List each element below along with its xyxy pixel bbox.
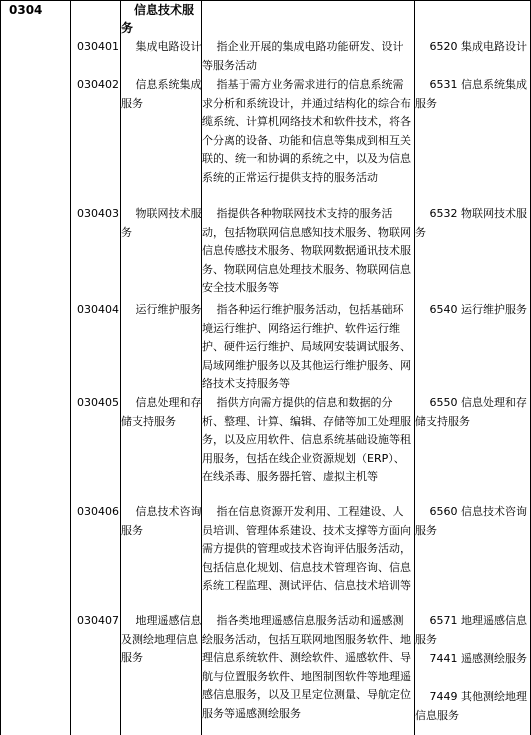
row-name: 信息处理和存储支持服务	[121, 396, 202, 428]
row-name: 信息技术咨询服务	[121, 505, 202, 537]
category-code: 0304	[9, 3, 43, 17]
row-description: 指企业开展的集成电路功能研发、设计等服务活动	[202, 40, 404, 72]
row-name: 信息系统集成服务	[121, 78, 202, 110]
category-title-line2: 务	[121, 21, 134, 35]
row-name: 集成电路设计	[121, 40, 202, 53]
row-description: 指在信息资源开发利用、工程建设、人员培训、管理体系建设、技术支撑等方面向需方提供的管理或技术咨询评估服务活动，包括信息化规划、信息技术管理咨询、信息系统工程监理、测试评估、信息技术培训等	[202, 505, 411, 593]
row-reference: 6520 集成电路设计	[415, 40, 527, 53]
row-description: 指基于需方业务需求进行的信息系统需求分析和系统设计，并通过结构化的综合布缆系统、计算机网络技术和软件技术，将各个分离的设备、功能和信息等集成到相互关联的、统一和协调的系统之中，以及为信息系统的正常运行提供支持的服务活动	[202, 78, 411, 184]
row-code: 030405	[77, 396, 119, 409]
row-code: 030401	[77, 40, 119, 53]
row-description: 指提供各种物联网技术支持的服务活动，包括物联网信息感知技术服务、物联网信息传感技术服务、物联网数据通讯技术服务、物联网信息处理技术服务、物联网信息安全技术服务等	[202, 207, 411, 295]
column-divider-1	[70, 0, 71, 735]
row-reference-2: 7441 遥感测绘服务	[415, 652, 527, 665]
row-description: 指供方向需方提供的信息和数据的分析、整理、计算、编辑、存储等加工处理服务，以及应用软件、信息系统基础设施等租用服务，包括在线企业资源规划（ERP）、在线杀毒、服务器托管、虚拟主机等	[202, 396, 411, 484]
row-reference: 6540 运行维护服务	[415, 303, 527, 316]
row-reference: 6532 物联网技术服务	[415, 207, 527, 239]
table-border-top	[0, 0, 531, 1]
row-reference: 6531 信息系统集成服务	[415, 78, 527, 110]
row-code: 030407	[77, 614, 119, 627]
row-code: 030402	[77, 78, 119, 91]
row-code: 030403	[77, 207, 119, 220]
row-reference: 6550 信息处理和存储支持服务	[415, 396, 527, 428]
row-code: 030404	[77, 303, 119, 316]
row-name: 地理遥感信息及测绘地理信息服务	[121, 614, 202, 665]
row-reference-1: 6571 地理遥感信息服务	[415, 614, 527, 646]
row-name: 运行维护服务	[121, 303, 202, 316]
row-code: 030406	[77, 505, 119, 518]
row-description: 指各种运行维护服务活动，包括基础环境运行维护、网络运行维护、软件运行维护、硬件运行维护、局域网安装调试服务、局域网维护服务以及其他运行维护服务、网络技术支持服务等	[202, 303, 411, 391]
category-title-line1: 信息技术服	[134, 3, 195, 17]
row-reference-3: 7449 其他测绘地理信息服务	[415, 690, 527, 722]
row-description: 指各类地理遥感信息服务活动和遥感测绘服务活动，包括互联网地图服务软件、地理信息系统软件、测绘软件、遥感软件、导航与位置服务软件、地图制图软件等地理遥感信息服务，以及卫星定位测量、导航定位服务等遥感测绘服务	[202, 614, 411, 720]
table-border-left	[0, 0, 1, 735]
row-reference: 6560 信息技术咨询服务	[415, 505, 527, 537]
row-name: 物联网技术服务	[121, 207, 202, 239]
